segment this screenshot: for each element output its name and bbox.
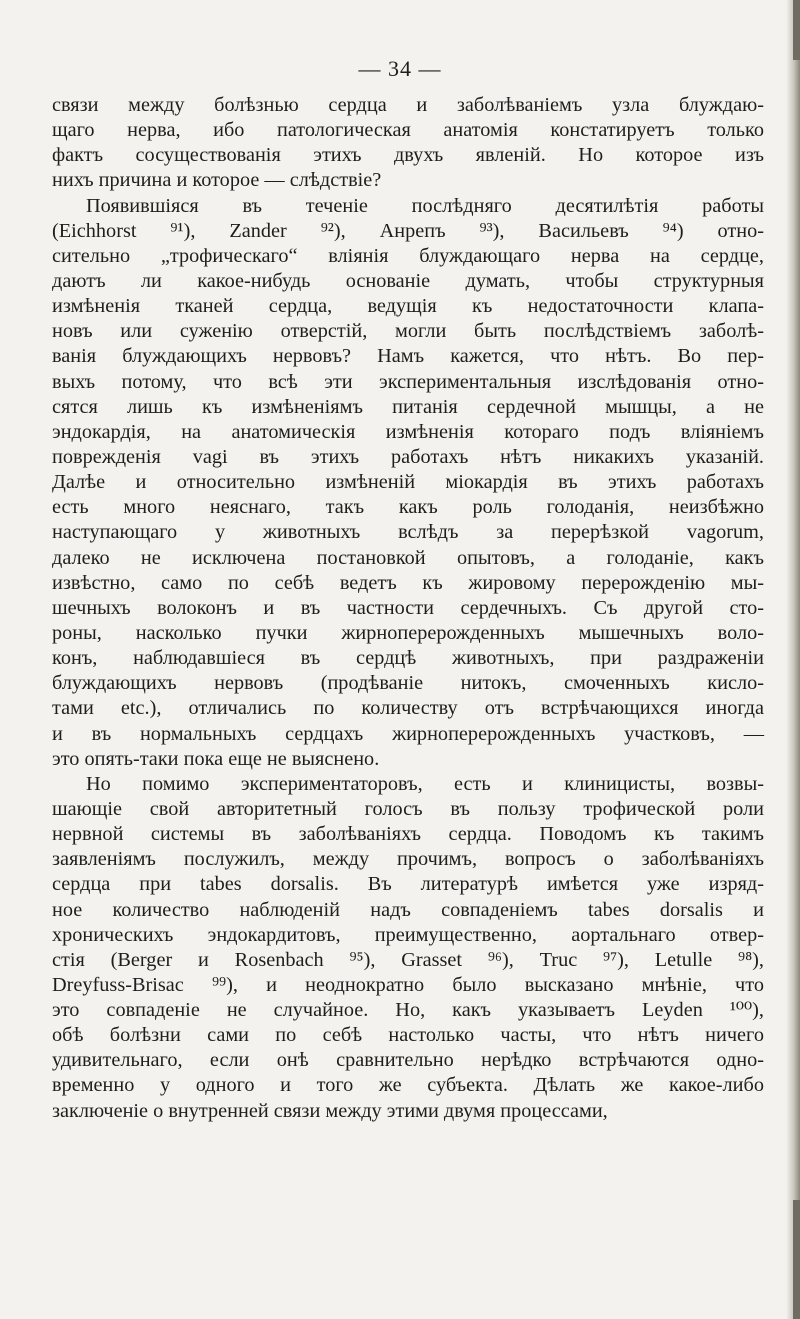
text-line: фактъ сосуществованія этихъ двухъ явленій. Но которое изъ: [52, 144, 764, 167]
text-line: выхъ потому, что всѣ эти экспериментальныя изслѣдованія отно-: [52, 370, 764, 393]
body-text: [52, 93, 764, 1124]
text-line: сительно „трофическаго“ вліянія блуждающаго нерва на сердце,: [52, 244, 764, 267]
text-line: поврежденія vagi въ этихъ работахъ нѣтъ никакихъ указаній.: [52, 445, 764, 468]
text-line: стія (Berger и Rosenbach ⁹⁵), Grasset ⁹⁶), Truc ⁹⁷), Letulle ⁹⁸),: [52, 948, 764, 971]
text-line: роны, насколько пучки жирноперерожденныхъ мышечныхъ воло-: [52, 621, 764, 644]
text-line: связи между болѣзнью сердца и заболѣваніемъ узла блуждаю-: [52, 94, 764, 116]
page-edge-band: [793, 1200, 800, 1319]
page-number: — 34 —: [358, 56, 442, 81]
text-line: блуждающихъ нервовъ (продѣваніе нитокъ, смоченныхъ кисло-: [52, 672, 764, 695]
text-line: заявленіямъ послужилъ, между прочимъ, вопросъ о заболѣваніяхъ: [52, 848, 764, 871]
page-edge-band: [793, 0, 800, 60]
paragraph-end-line: это опять-таки пока еще не выяснено.: [52, 747, 380, 770]
text-line: тами etc.), отличались по количеству отъ встрѣчающихся иногда: [52, 697, 764, 720]
text-line: конъ, наблюдавшіеся въ сердцѣ животныхъ, при раздраженіи: [52, 647, 764, 670]
text-line: нервной системы въ заболѣваніяхъ сердца. Поводомъ къ такимъ: [52, 823, 764, 846]
text-line: обѣ болѣзни сами по себѣ настолько часты, что нѣтъ ничего: [52, 1024, 764, 1047]
text-line: наступающаго у животныхъ вслѣдъ за перерѣзкой vagorum,: [52, 521, 764, 544]
text-line: щаго нерва, ибо патологическая анатомія констатируетъ только: [52, 119, 764, 142]
text-line: измѣненія тканей сердца, ведущія къ недостаточности клапа-: [52, 295, 764, 318]
text-line: удивительнаго, если онѣ сравнительно нерѣдко встрѣчаются одно-: [52, 1049, 764, 1072]
text-line: шечныхъ волоконъ и въ частности сердечныхъ. Съ другой сто-: [52, 596, 764, 619]
text-line: Dreyfuss-Brisac ⁹⁹), и неоднократно было высказано мнѣніе, что: [52, 973, 764, 996]
text-line: ное количество наблюденій надъ совпаденіемъ tabes dorsalis и: [52, 898, 764, 921]
text-line: извѣстно, само по себѣ ведетъ къ жировому перерожденію мы-: [52, 571, 764, 594]
page-edge-shadow: [786, 0, 800, 1319]
paragraph-start-line: Но помимо экспериментаторовъ, есть и клиницисты, возвы-: [86, 772, 764, 795]
text-line: сердца при tabes dorsalis. Въ литературѣ имѣется уже изряд-: [52, 873, 764, 896]
text-line: ванія блуждающихъ нервовъ? Намъ кажется, что нѣтъ. Во пер-: [52, 345, 764, 368]
text-line: и въ нормальныхъ сердцахъ жирноперерожденныхъ участковъ, —: [52, 722, 764, 745]
paragraph-end-line: нихъ причина и которое — слѣдствіе?: [52, 169, 382, 192]
text-line: есть много неяснаго, такъ какъ роль голоданія, неизбѣжно: [52, 496, 764, 519]
text-line: заключеніе о внутренней связи между этими двумя процессами,: [52, 1099, 608, 1122]
text-line: шающіе свой авторитетный голосъ въ пользу трофической роли: [52, 797, 764, 820]
text-line: далеко не исключена постановкой опытовъ, а голоданіе, какъ: [52, 546, 764, 569]
text-line: временно у одного и того же субъекта. Дѣлать же какое-либо: [52, 1074, 764, 1097]
text-line: эндокардія, на анатомическія измѣненія котораго подъ вліяніемъ: [52, 420, 764, 443]
text-line: даютъ ли какое-нибудь основаніе думать, чтобы структурныя: [52, 269, 764, 292]
text-line: это совпаденіе не случайное. Но, какъ указываетъ Leyden ¹⁰⁰),: [52, 999, 764, 1022]
text-line: (Eichhorst ⁹¹), Zander ⁹²), Анрепъ ⁹³), Васильевъ ⁹⁴) отно-: [52, 219, 764, 242]
paragraph-start-line: Появившіяся въ теченіе послѣдняго десятилѣтія работы: [86, 194, 764, 217]
text-line: Далѣе и относительно измѣненій міокардія въ этихъ работахъ: [52, 471, 764, 494]
text-line: новъ или суженію отверстій, могли быть послѣдствіемъ заболѣ-: [52, 320, 764, 343]
text-line: сятся лишь къ измѣненіямъ питанія сердечной мышцы, а не: [52, 395, 764, 418]
text-line: хроническихъ эндокардитовъ, преимущественно, аортальнаго отвер-: [52, 923, 764, 946]
